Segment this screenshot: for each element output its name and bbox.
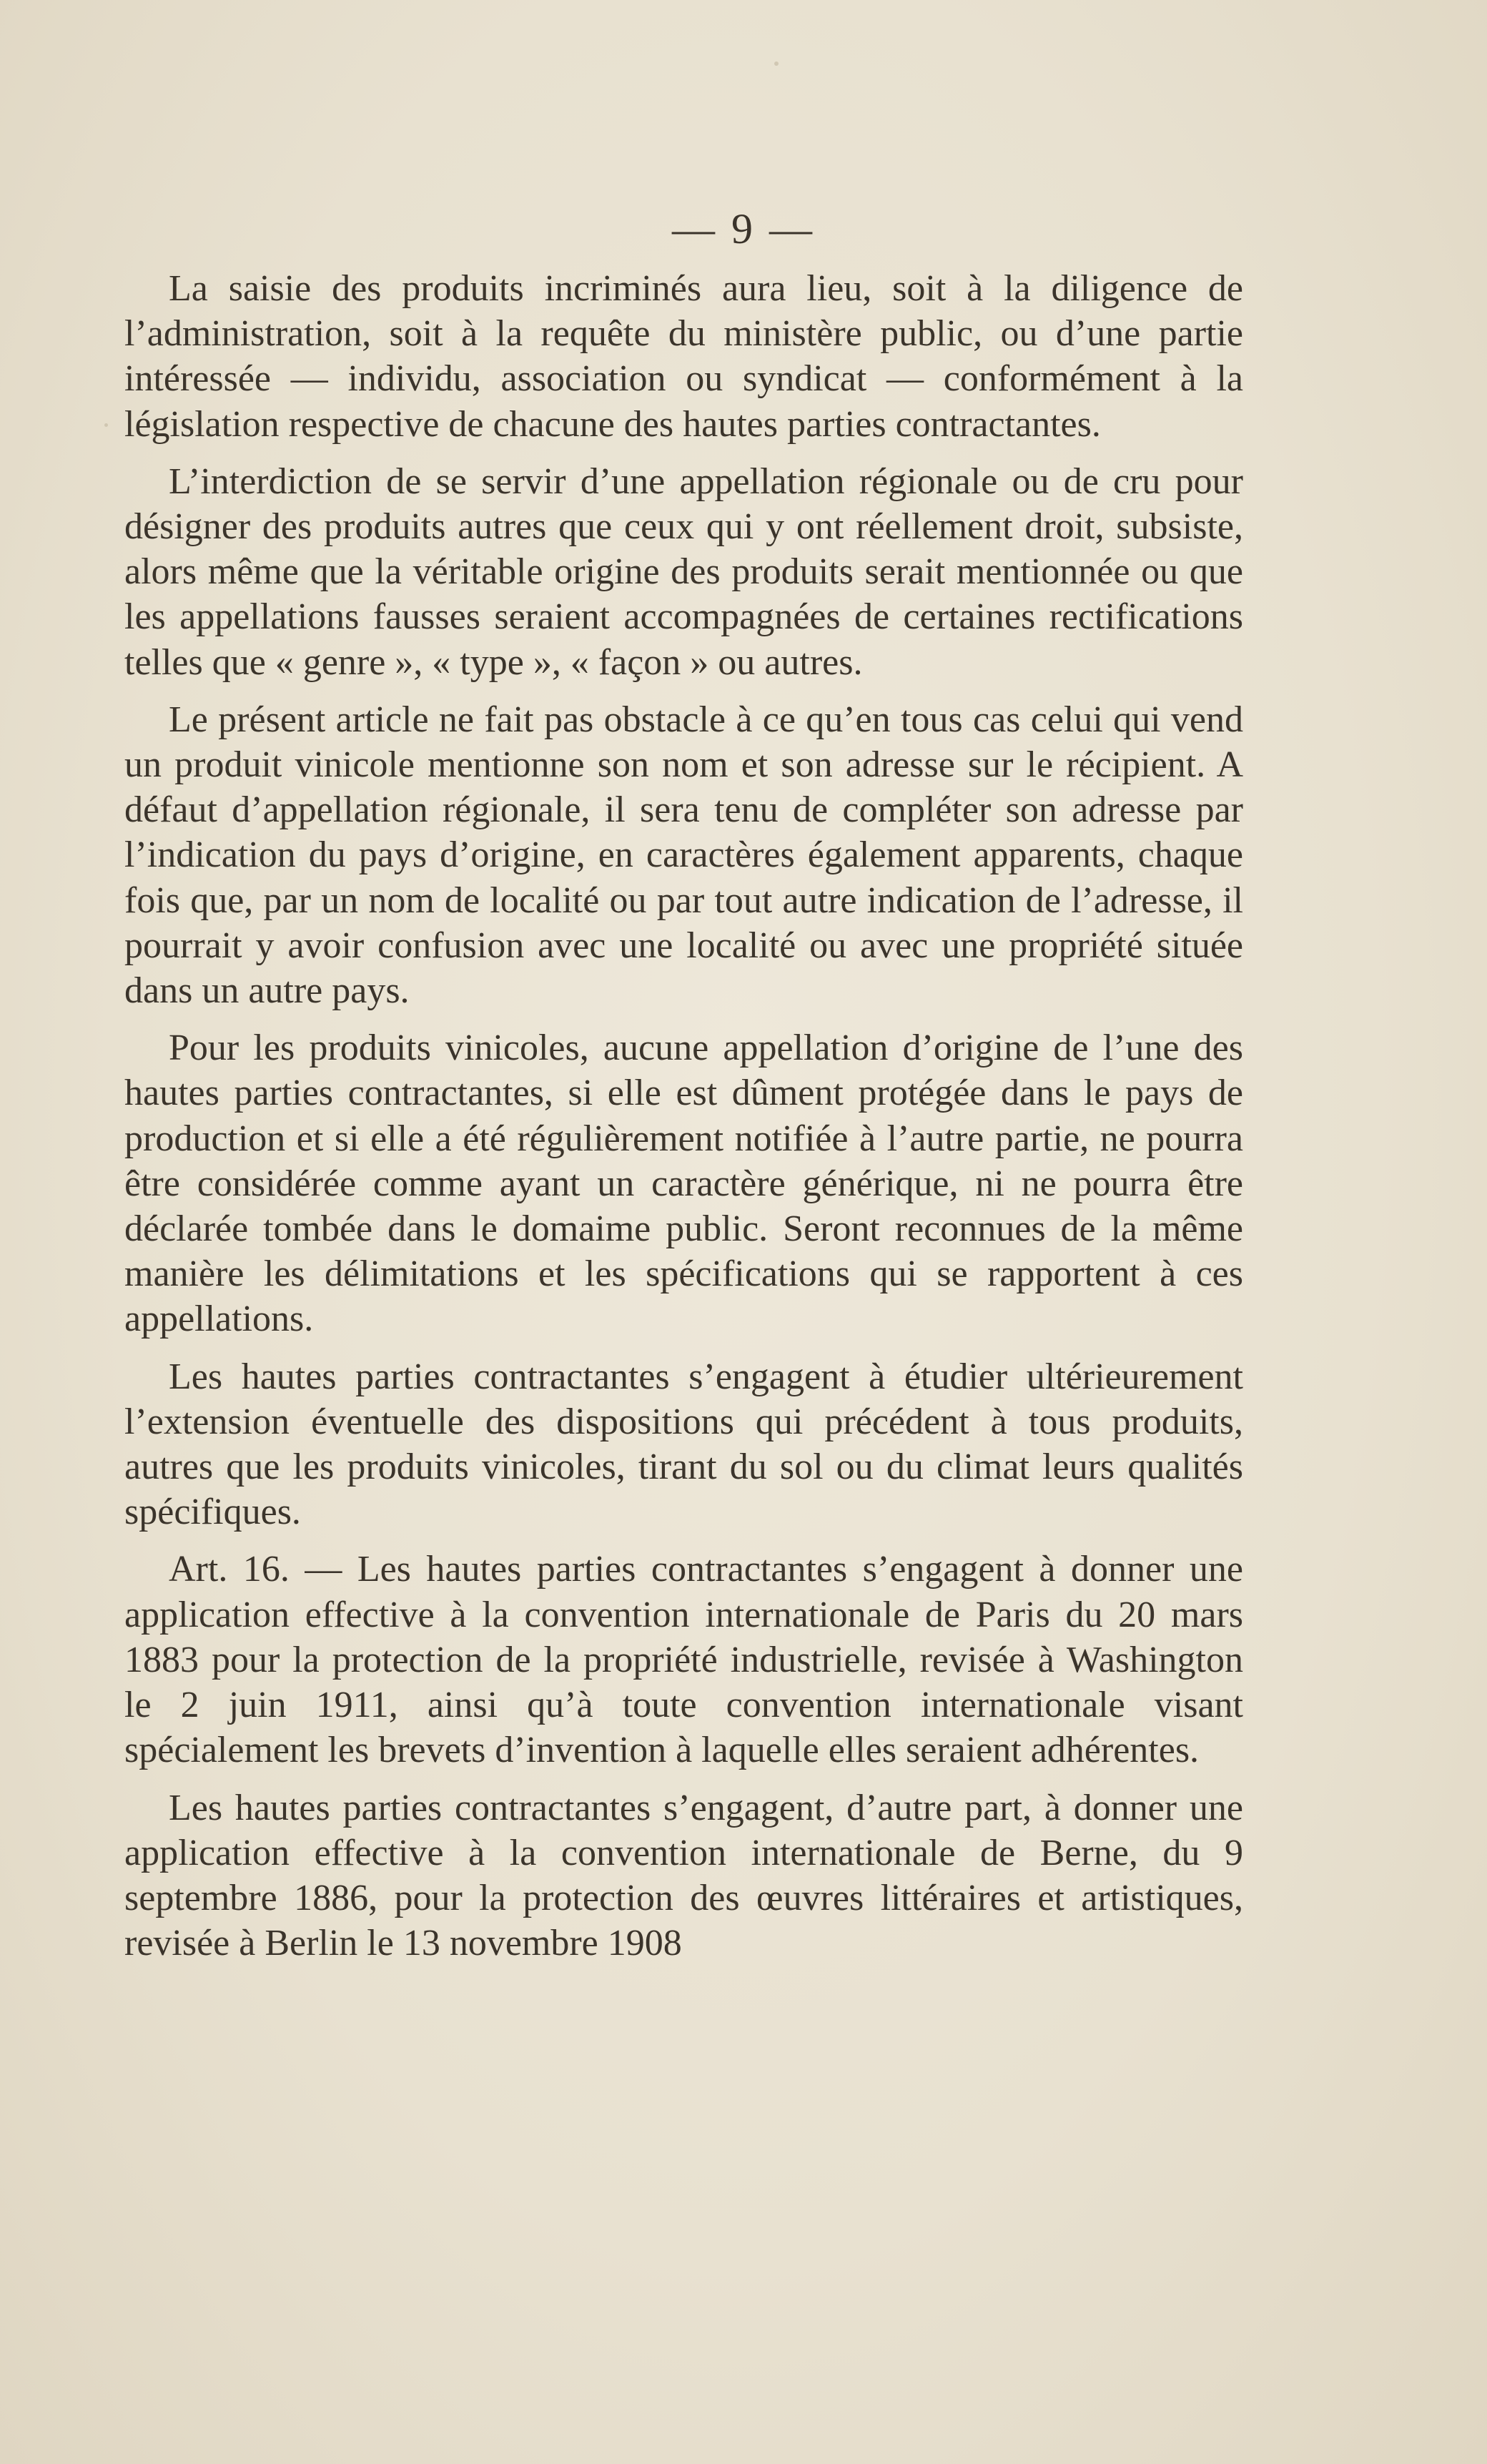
paper-spot bbox=[104, 423, 108, 427]
page-number: — 9 — bbox=[672, 205, 815, 252]
paragraph-convention-berne: Les hautes parties contractantes s’engagent, d’autre part, à donner une application effective à la convention internationale de Berne, du 9 septembre 1886, pour la protection des œuvres littéraires et artistiques, revisée à Berlin le 13 novembre 1908 bbox=[124, 1787, 1243, 1964]
paragraph-extension: Les hautes parties contractantes s’engagent à étudier ultérieurement l’extension éventuelle des dispositions qui précédent à tous produits, autres que les produits vinicoles, tirant du sol ou du climat leurs qualités spécifiques. bbox=[124, 1356, 1243, 1533]
paragraph-article-16: Art. 16. — Les hautes parties contractantes s’engagent à donner une application effective à la convention internationale de Paris du 20 mars 1883 pour la protection de la propriété industrielle, revisée à Washington le 2 juin 1911, ainsi qu’à toute convention internationale visant spécialement les brevets d’invention à laquelle elles seraient adhérentes. bbox=[124, 1549, 1243, 1771]
paragraph-interdiction: L’interdiction de se servir d’une appellation régionale ou de cru pour désigner des produits autres que ceux qui y ont réellement droit, subsiste, alors même que la véritable origine des produits serait mentionnée ou que les appellations fausses seraient accompagnées de certaines rectifications telles que « genre », « type », « façon » ou autres. bbox=[124, 460, 1243, 683]
paragraph-present-article: Le présent article ne fait pas obstacle à ce qu’en tous cas celui qui vend un produit vinicole mentionne son nom et son adresse sur le récipient. A défaut d’appellation régionale, il sera tenu de compléter son adresse par l’indication du pays d’origine, en caractères également apparents, chaque fois que, par un nom de localité ou par tout autre indication de l’adresse, il pourrait y avoir confusion avec une localité ou avec une propriété située dans un autre pays. bbox=[124, 699, 1243, 1012]
paragraph-saisie: La saisie des produits incriminés aura lieu, soit à la diligence de l’administration, soit à la requête du ministère public, ou d’une partie intéressée — individu, association ou syndicat — conformément à la législation respective de chacune des hautes parties contractantes. bbox=[124, 268, 1243, 445]
paragraph-produits-vinicoles: Pour les produits vinicoles, aucune appellation d’origine de l’une des hautes parties contractantes, si elle est dûment protégée dans le pays de production et si elle a été régulièrement notifiée à l’autre partie, ne pourra être considérée comme ayant un caractère générique, ni ne pourra être déclarée tombée dans le domaime public. Seront reconnues de la même manière les délimitations et les spécifications qui se rapportent à ces appellations. bbox=[124, 1028, 1243, 1340]
paper-spot bbox=[774, 61, 779, 66]
body-text bbox=[124, 266, 1243, 1966]
